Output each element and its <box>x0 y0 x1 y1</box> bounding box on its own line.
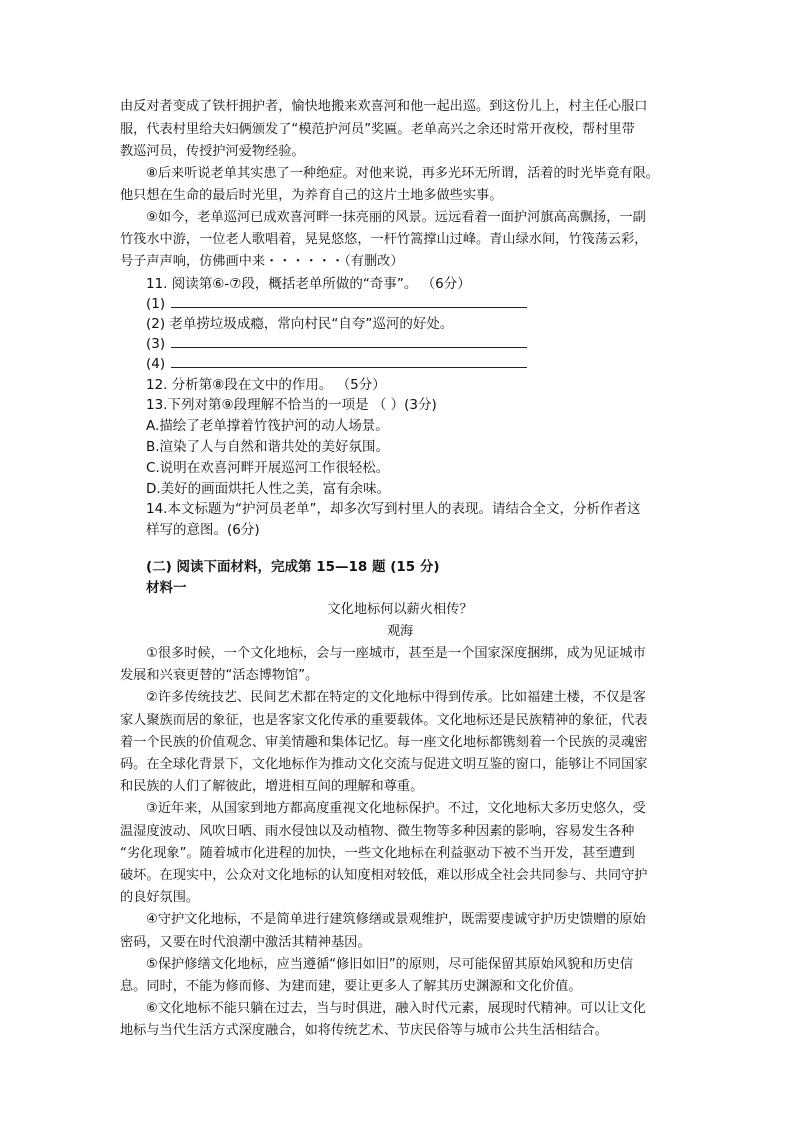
passage-line: 教巡河员，传授护河爱物经验。 <box>120 144 305 159</box>
article-line: 码。在全球化背景下，文化地标作为推动文化交流与促进文明互鉴的窗口，能够让不同国家 <box>120 757 648 772</box>
article-line: 家人聚族而居的象征，也是客家文化传承的重要载体。文化地标还是民族精神的象征，代表 <box>120 712 648 728</box>
option-b: B.渲染了人与自然和谐共处的美好氛围。 <box>146 439 390 455</box>
paragraph-9-line: ⑨如今，老单巡河已成欢喜河畔一抹亮丽的风景。远远看着一面护河旗高高飘扬，一副 <box>146 210 646 225</box>
paragraph-8-line: ⑧后来听说老单其实患了一种绝症。对他来说，再多光环无所谓，活着的时光毕竟有限。 <box>146 166 659 181</box>
article-line: ③近年来，从国家到地方都高度重视文化地标保护。不过，文化地标大多历史悠久，受 <box>146 801 646 817</box>
article-line: 和民族的人们了解彼此，增进相互间的理解和尊重。 <box>120 779 424 795</box>
question-13: 13.下列对第⑨段理解不恰当的一项是 （ ）(3分) <box>146 397 437 413</box>
passage-line: 他只想在生命的最后时光里，为养育自己的这片土地多做些实事。 <box>120 188 503 203</box>
article-line: 息。同时，不能为修而修、为建而建，要让更多人了解其历史渊源和文化价值。 <box>120 979 582 994</box>
article-line: 着一个民族的价值观念、审美情趣和集体记忆。每一座文化地标都镌刻着一个民族的灵魂密 <box>120 734 648 750</box>
passage-line: 由反对者变成了铁杆拥护者，愉快地搬来欢喜河和他一起出巡。到这份儿上，村主任心服口 <box>120 99 648 114</box>
answer-blank[interactable] <box>171 354 527 368</box>
material-label: 材料一 <box>146 580 187 596</box>
passage-line: 服，代表村里给夫妇俩颁发了“模范护河员”奖匾。老单高兴之余还时常开夜校，帮村里带 <box>120 122 635 137</box>
question-12: 12. 分析第⑧段在文中的作用。 （5分） <box>146 377 386 393</box>
article-line: 温湿度波动、风吹日晒、雨水侵蚀以及动植物、微生物等多种因素的影响，容易发生各种 <box>120 823 635 839</box>
article-line: 地标与当代生活方式深度融合，如将传统艺术、节庆民俗等与城市公共生活相结合。 <box>120 1023 608 1039</box>
question-14-cont: 样写的意图。(6分) <box>146 522 260 538</box>
passage-line: 号子声声响，仿佛画中来・・・・・・（有删改） <box>120 254 404 269</box>
question-14: 14.本文标题为“护河员老单”，却多次写到村里人的表现。请结合全文，分析作者这 <box>146 501 641 517</box>
article-line: ①很多时候，一个文化地标，会与一座城市，甚至是一个国家深度捆绑，成为见证城市 <box>146 646 646 661</box>
option-d: D.美好的画面烘托人性之美，富有余味。 <box>146 481 391 497</box>
answer-blank[interactable] <box>171 294 527 308</box>
article-title: 文化地标何以薪火相传？ <box>327 602 473 617</box>
article-line: ②许多传统技艺、民间艺术都在特定的文化地标中得到传承。比如福建土楼，不仅是客 <box>146 690 646 706</box>
article-line: 密码，又要在时代浪潮中激活其精神基因。 <box>120 934 371 950</box>
article-line: “劣化现象”。随着城市化进程的加快，一些文化地标在利益驱动下被不当开发，甚至遭到 <box>120 845 635 861</box>
article-line: 的良好氛围。 <box>120 890 200 906</box>
question-11: 11. 阅读第⑥-⑦段，概括老单所做的“奇事”。 （6分） <box>146 276 471 292</box>
section-heading: (二) 阅读下面材料，完成第 15—18 题 (15 分) <box>146 559 440 575</box>
article-line: ⑤保护修缮文化地标，应当遵循“修旧如旧”的原则，尽可能保留其原始风貌和历史信 <box>146 956 634 972</box>
answer-line-2: (2) 老单捞垃圾成瘾，常向村民“自夸”巡河的好处。 <box>146 316 454 332</box>
article-line: 破坏。在现实中，公众对文化地标的认知度相对较低，难以形成全社会共同参与、共同守护 <box>120 868 648 883</box>
answer-blank[interactable] <box>171 334 527 348</box>
option-c: C.说明在欢喜河畔开展巡河工作很轻松。 <box>146 460 390 476</box>
passage-line: 竹筏水中游，一位老人歌唱着，晃晃悠悠，一杆竹篙撑山过峰。青山绿水间，竹筏荡云彩， <box>120 232 648 247</box>
answer-line-4[interactable]: (4) <box>146 354 680 374</box>
answer-line-1[interactable]: (1) <box>146 294 680 314</box>
option-a: A.描绘了老单撑着竹筏护河的动人场景。 <box>146 418 389 434</box>
article-line: ⑥文化地标不能只躺在过去，当与时俱进，融入时代元素，展现时代精神。可以让文化 <box>146 1001 646 1017</box>
answer-line-3[interactable]: (3) <box>146 334 680 354</box>
article-author: 观海 <box>386 624 414 639</box>
article-line: 发展和兴衰更替的“活态博物馆”。 <box>120 668 319 684</box>
article-line: ④守护文化地标，不是简单进行建筑修缮或景观维护，既需要虔诚守护历史馈赠的原始 <box>146 912 646 928</box>
